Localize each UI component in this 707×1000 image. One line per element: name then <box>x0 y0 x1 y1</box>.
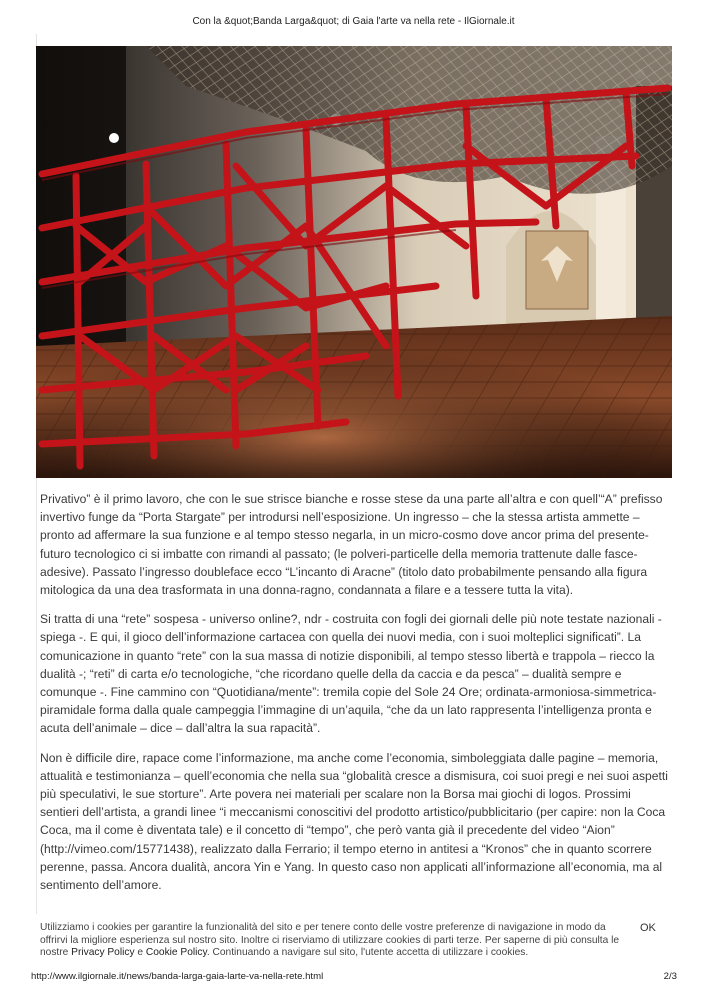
page-footer <box>31 971 677 982</box>
cookie-banner-text <box>40 922 630 960</box>
page-number: 2/3 <box>663 971 677 982</box>
cookie-text-outro: . Continuando a navigare sul sito, l'utente accetta di utilizzare i cookies. <box>206 947 529 959</box>
installation-photo-illustration <box>36 46 672 478</box>
article-paragraph: Si tratta di una “rete” sospesa - universo online?, ndr - costruita con fogli dei giornali delle più note testate nazionali - spiega -. E qui, il gioco dell’informazione cartacea con quella dei nuovi media, con i suoi molteplici significati”. La comunicazione in quanto “rete” con la sua massa di notizie disponibili, al tempo stesso libertà e trappola – riecco la dualità -; “reti” di carta e/o tecnologiche, “che ricordano quelle della da caccia e da pesca” – dualità sempre e comunque -. Fine cammino con “Quotidiana/mente”: tremila copie del Sole 24 Ore; ordinata-armoniosa-simmetrica-piramidale forma dalla quale campeggia l’immagine di un’aquila, “che da un lato rappresenta l’intelligenza pronta e acuta dell’animale – dice – dall’altra la sua rapacità”. <box>40 612 662 736</box>
article-photo <box>36 46 672 478</box>
footer-url: http://www.ilgiornale.it/news/banda-larga-gaia-larte-va-nella-rete.html <box>31 971 324 982</box>
cookie-text-intro: Utilizziamo i cookies per garantire la funzionalità del sito e per tenere conto delle vostre preferenze di navigazione in modo da offrirvi la migliore esperienza sul nostro sito. Inoltre ci riserviamo di utilizzare cookies di parti terze. Per saperne di più consulta le nostre <box>40 922 620 959</box>
article-body <box>40 490 672 905</box>
cookie-banner <box>0 914 707 966</box>
cookie-text-conjunction: e <box>134 947 146 959</box>
cookie-policy-link[interactable]: Cookie Policy <box>145 947 207 959</box>
privacy-policy-link[interactable]: Privacy Policy <box>71 947 135 959</box>
article-paragraph: Privativo” è il primo lavoro, che con le sue strisce bianche e rosse stese da una parte all’altra e con quell’“A” prefisso invertivo funge da “Porta Stargate” per introdursi nell’esposizione. Un ingresso – che la stessa artista ammette – pronto ad affermare la sua funzione e al tempo stesso negarla, in un micro-cosmo dove ancor prima del presente-futuro tecnologico ci si imbatte con rimandi al passato; (le polveri-particelle della memoria trattenute dalle fasce-adesive). Passato l’ingresso doubleface ecco “L’incanto di Aracne” (titolo dato probabilmente pensando alla figura mitologica da una dea trasformata in una donna-ragno, condannata a filare e a tessere tutta la vita). <box>40 492 663 598</box>
cookie-ok-button[interactable]: OK <box>640 922 656 934</box>
page-header-title: Con la &quot;Banda Larga&quot; di Gaia l'arte va nella rete - IlGiornale.it <box>192 16 515 27</box>
article-paragraph: Non è difficile dire, rapace come l’informazione, ma anche come l’economia, simboleggiata dalle pagine – memoria, attualità e testimonianza – quell’economia che nella sua “globalità cresce a dismisura, coi suoi pregi e nei suoi aspetti più speculativi, le sue storture”. Arte povera nei materiali per scalare non la Borsa mai giochi di logos. Prossimi sentieri dell’artista, a grandi linee “i meccanismi conoscitivi del prodotto artistico/pubblicitario (per capire: non la Coca Coca, ma il come è diventata tale) e il concetto di “tempo”, che però vanta già il precedente del video “Aion” (http://vimeo.com/15771438), realizzato dalla Ferrario; il tempo eterno in antitesi a “Kronos” che in quanto scorrere perenne, passa. Ancora dualità, ancora Yin e Yang. In questo caso non applicati all’informazione all’economia, ma al sentimento dell’amore. <box>40 750 668 893</box>
